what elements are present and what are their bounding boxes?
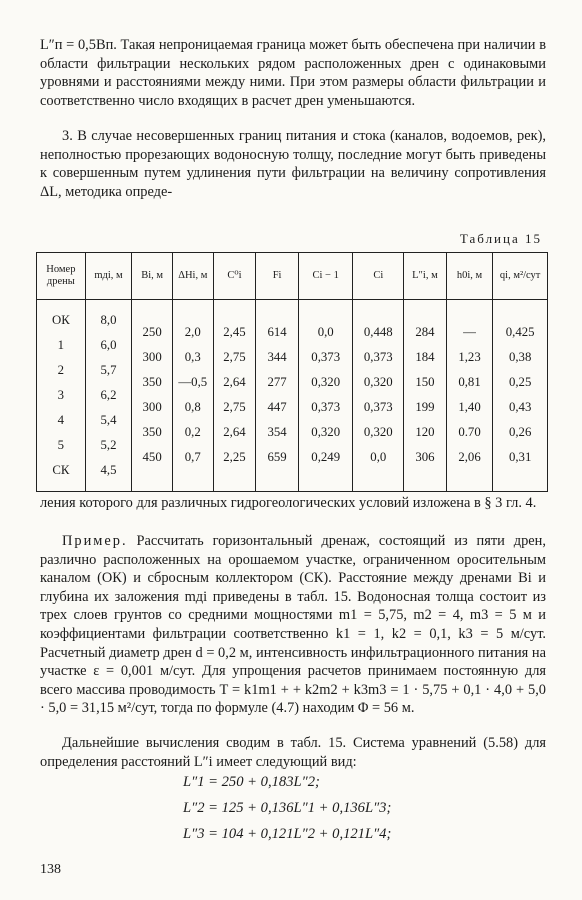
cell-f: 659 — [256, 445, 299, 470]
cell-f: 614 — [256, 312, 299, 346]
cell-c-minus-1: 0,373 — [298, 345, 353, 370]
cell-q: 0,31 — [493, 445, 548, 470]
cell-depth: 6,2 — [85, 383, 132, 408]
header-delta-h: ΔHi, м — [172, 253, 213, 300]
cell-q: 0,38 — [493, 345, 548, 370]
cell-spacing: 300 — [132, 395, 173, 420]
cell-l: 120 — [404, 420, 447, 445]
paragraph-example — [40, 532, 546, 718]
cell-c0: 2,64 — [213, 370, 256, 395]
cell-drain-number: 5 — [37, 433, 86, 458]
header-spacing: Bi, м — [132, 253, 173, 300]
cell-h0: 2,06 — [446, 445, 493, 470]
cell-h0: 1,40 — [446, 395, 493, 420]
cell-q: 0,25 — [493, 370, 548, 395]
cell-l: 184 — [404, 345, 447, 370]
equation-1: L″1 = 250 + 0,183L″2; — [183, 774, 320, 790]
paragraph-continuation: ления которого для различных гидрогеологических условий изложена в § 3 гл. 4. — [40, 495, 537, 511]
cell-drain-number: 1 — [37, 333, 86, 358]
cell-drain-number: 2 — [37, 358, 86, 383]
cell-spacing: 250 — [132, 312, 173, 346]
cell-f: 344 — [256, 345, 299, 370]
table-row — [37, 300, 548, 334]
cell-delta-h: —0,5 — [172, 370, 213, 395]
header-c0: C⁰i — [213, 253, 256, 300]
cell-h0: 1,23 — [446, 345, 493, 370]
header-l: L″i, м — [404, 253, 447, 300]
cell-h0: 0,81 — [446, 370, 493, 395]
header-c: Ci — [353, 253, 404, 300]
cell-f: 354 — [256, 420, 299, 445]
header-c-minus-1: Ci − 1 — [298, 253, 353, 300]
example-body: Рассчитать горизонтальный дренаж, состоящий из пяти дрен, различно расположенных на орошаемом участке, ограниченном оросительным каналом (ОК) и сбросным коллектором (СК). Расстояние между дренами Bi и глубина их заложения mдi приведены в табл. 15. Водоносная толща состоит из трех слоев грунтов со средними мощностями m1 = 5,75, m2 = 4, m3 = 5 м и коэффициентами фильтрации соответственно k1 = 1, k2 = 0,1, k3 = 5 м/сут. Расчетный диаметр дрен d = 0,2 м, интенсивность инфильтрационного питания на участке ε = 0,001 м/сут. Для упрощения расчетов принимаем постоянную для всего массива проводимость T = k1m1 + + k2m2 + k3m3 = 1 · 5,75 + 0,1 · 4,0 + 5,0 · 5,0 = 31,15 м²/сут, тогда по формуле (4.7) находим Φ = 56 м. — [40, 533, 546, 717]
header-f: Fi — [256, 253, 299, 300]
cell-spacing: 450 — [132, 445, 173, 470]
cell-c0: 2,64 — [213, 420, 256, 445]
page-number: 138 — [40, 862, 61, 877]
header-drain-number: Номер дрены — [37, 253, 86, 300]
cell-c-minus-1: 0,320 — [298, 370, 353, 395]
cell-q: 0,26 — [493, 420, 548, 445]
cell-c: 0,0 — [353, 445, 404, 470]
equation-3: L″3 = 104 + 0,121L″2 + 0,121L″4; — [183, 826, 392, 842]
cell-h0: 0.70 — [446, 420, 493, 445]
cell-c: 0,373 — [353, 345, 404, 370]
cell-f: 277 — [256, 370, 299, 395]
cell-c-minus-1: 0,249 — [298, 445, 353, 470]
data-table — [36, 252, 548, 492]
cell-f: 447 — [256, 395, 299, 420]
cell-depth: 5,4 — [85, 408, 132, 433]
header-q: qi, м²/сут — [493, 253, 548, 300]
cell-depth: 5,7 — [85, 358, 132, 383]
cell-delta-h: 0,3 — [172, 345, 213, 370]
cell-drain-number: 3 — [37, 383, 86, 408]
cell-spacing: 300 — [132, 345, 173, 370]
cell-c-minus-1: 0,0 — [298, 312, 353, 346]
cell-c: 0,320 — [353, 420, 404, 445]
cell-c: 0,448 — [353, 312, 404, 346]
cell-q: 0,43 — [493, 395, 548, 420]
cell-c-minus-1: 0,320 — [298, 420, 353, 445]
cell-c0: 2,25 — [213, 445, 256, 470]
cell-delta-h: 0,8 — [172, 395, 213, 420]
cell-c0: 2,75 — [213, 395, 256, 420]
cell-l: 199 — [404, 395, 447, 420]
cell-drain-number: СК — [37, 458, 86, 492]
cell-c0: 2,45 — [213, 312, 256, 346]
cell-l: 284 — [404, 312, 447, 346]
paragraph-system: Дальнейшие вычисления сводим в табл. 15. Система уравнений (5.58) для определения расстояний L″i имеет следующий вид: — [40, 735, 546, 770]
cell-drain-number: 4 — [37, 408, 86, 433]
cell-q: 0,425 — [493, 312, 548, 346]
cell-l: 150 — [404, 370, 447, 395]
cell-depth: 5,2 — [85, 433, 132, 458]
cell-delta-h: 0,7 — [172, 445, 213, 470]
cell-c0: 2,75 — [213, 345, 256, 370]
cell-c-minus-1: 0,373 — [298, 395, 353, 420]
header-h0: h0i, м — [446, 253, 493, 300]
cell-c: 0,373 — [353, 395, 404, 420]
paragraph-imperfect-boundaries: 3. В случае несовершенных границ питания и стока (каналов, водоемов, рек), неполностью прорезающих водоносную толщу, последние могут быть приведены к совершенным путем удлинения пути фильтрации на величину сопротивления ΔL, методика опреде- — [40, 128, 546, 200]
cell-spacing: 350 — [132, 420, 173, 445]
cell-depth: 4,5 — [85, 458, 132, 492]
paragraph-boundary: L″п = 0,5Bп. Такая непроницаемая граница может быть обеспечена при наличии в области фильтрации нескольких рядом расположенных дрен с одинаковыми уровнями и расстояниями между ними. При этом размеры области фильтрации и соответственно число входящих в расчет дрен уменьшаются. — [40, 37, 546, 109]
cell-c: 0,320 — [353, 370, 404, 395]
cell-h0: — — [446, 312, 493, 346]
cell-drain-number: ОК — [37, 300, 86, 334]
table-caption: Таблица 15 — [459, 231, 542, 246]
cell-depth: 6,0 — [85, 333, 132, 358]
cell-spacing: 350 — [132, 370, 173, 395]
example-lead: Пример. — [62, 533, 128, 549]
equation-2: L″2 = 125 + 0,136L″1 + 0,136L″3; — [183, 800, 392, 816]
cell-delta-h: 0,2 — [172, 420, 213, 445]
cell-l: 306 — [404, 445, 447, 470]
header-depth: mдi, м — [85, 253, 132, 300]
cell-delta-h: 2,0 — [172, 312, 213, 346]
table-header-row — [37, 253, 548, 300]
cell-depth: 8,0 — [85, 300, 132, 334]
